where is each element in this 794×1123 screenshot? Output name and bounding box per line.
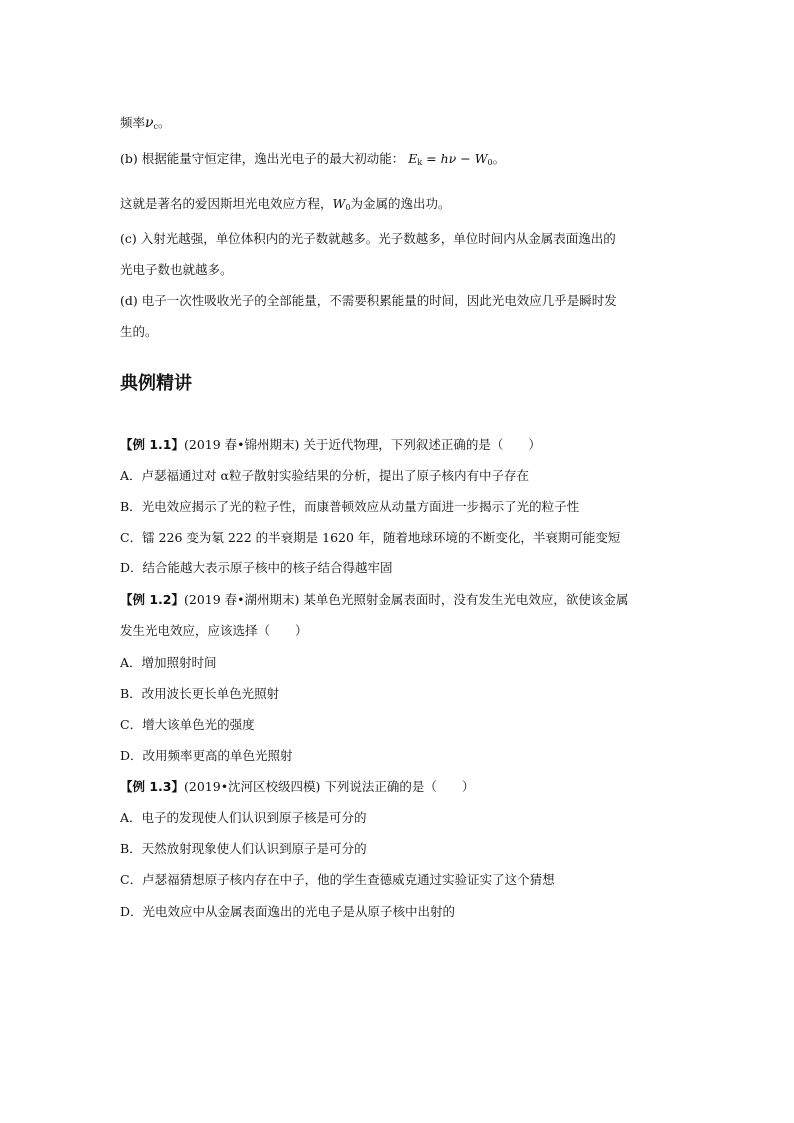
option-a: A．卢瑟福通过对 α粒子散射实验结果的分析，提出了原子核内有中子存在 (120, 468, 529, 483)
theory-point-b: (b) 根据能量守恒定律，逸出光电子的最大初动能： $E_k = h\nu - W_0$。 (120, 151, 506, 167)
example-question: 【例 1.3】(2019•沈河区校级四模) 下列说法正确的是（ ） (120, 779, 475, 794)
option-b: B．天然放射现象使人们认识到原子是可分的 (120, 841, 367, 856)
theory-point-c-line1: (c) 入射光越强，单位体积内的光子数就越多。光子数越多，单位时间内从金属表面逸出的 (120, 231, 616, 246)
option-b: B．光电效应揭示了光的粒子性，而康普顿效应从动量方面进一步揭示了光的粒子性 (120, 499, 580, 514)
option-a: A．电子的发现使人们认识到原子核是可分的 (120, 810, 367, 825)
option-c: C．卢瑟福猜想原子核内存在中子，他的学生查德威克通过实验证实了这个猜想 (120, 872, 555, 887)
option-d: D．光电效应中从金属表面逸出的光电子是从原子核中出射的 (120, 904, 456, 919)
theory-line-frequency: 频率$\nu_c$。 (120, 115, 171, 131)
option-c: C．增大该单色光的强度 (120, 717, 255, 732)
kinetic-energy-formula: $E_k = h\nu - W_0$ (408, 151, 493, 167)
option-d: D．改用频率更高的单色光照射 (120, 748, 293, 763)
option-c: C．镭 226 变为氡 222 的半衰期是 1620 年，随着地球环境的不断变化，半衰期可能变短 (120, 530, 621, 545)
section-title: 典例精讲 (120, 373, 192, 394)
option-d: D．结合能越大表示原子核中的核子结合得越牢固 (120, 560, 393, 575)
theory-point-d-line2: 生的。 (120, 324, 158, 339)
option-a: A．增加照射时间 (120, 655, 217, 670)
example-question: 【例 1.1】(2019 春•锦州期末) 关于近代物理，下列叙述正确的是（ ） (120, 437, 541, 452)
theory-point-c-line2: 光电子数也就越多。 (120, 262, 233, 277)
example-question: 【例 1.2】(2019 春•湖州期末) 某单色光照射金属表面时，没有发生光电效应，欲使该金属 (120, 592, 629, 607)
example-question-line2: 发生光电效应，应该选择（ ） (120, 623, 308, 638)
option-b: B．改用波长更长单色光照射 (120, 686, 280, 701)
theory-point-d-line1: (d) 电子一次性吸收光子的全部能量，不需要积累能量的时间，因此光电效应几乎是瞬时发 (120, 293, 617, 308)
einstein-equation-note: 这就是著名的爱因斯坦光电效应方程，$W_0$为金属的逸出功。 (120, 196, 451, 212)
